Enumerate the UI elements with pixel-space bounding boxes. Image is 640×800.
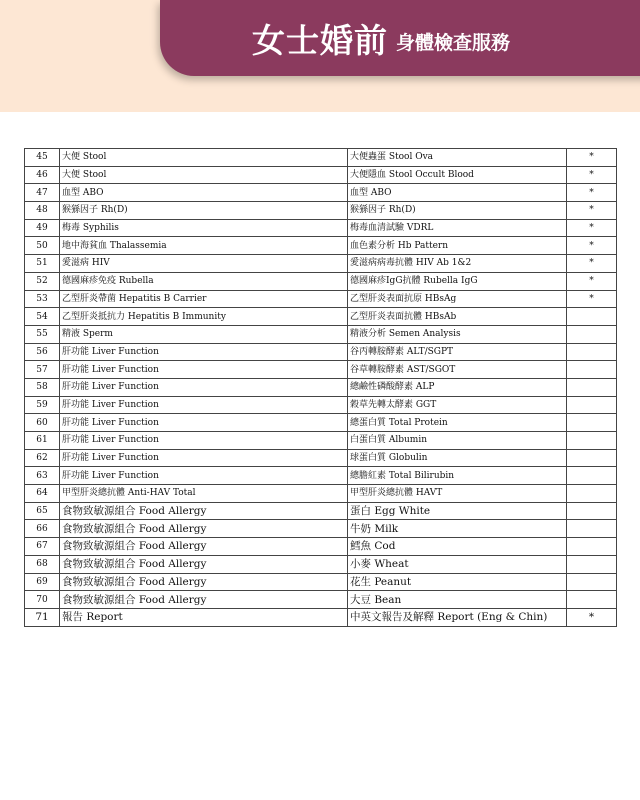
row-test: 血色素分析 Hb Pattern (348, 237, 567, 255)
row-item: 大便 Stool (60, 166, 348, 184)
table-row (25, 343, 617, 361)
row-mark: * (567, 608, 617, 626)
row-number: 56 (25, 343, 60, 361)
row-number: 62 (25, 449, 60, 467)
row-test: 梅毒血清試驗 VDRL (348, 219, 567, 237)
row-number: 52 (25, 272, 60, 290)
table-row (25, 591, 617, 609)
row-item: 大便 Stool (60, 149, 348, 167)
row-item: 地中海貧血 Thalassemia (60, 237, 348, 255)
row-mark: * (567, 290, 617, 308)
row-test: 穀草先轉太酵素 GGT (348, 396, 567, 414)
row-test: 中英文報告及解釋 Report (Eng & Chin) (348, 608, 567, 626)
document-sheet (0, 112, 640, 800)
row-item: 精液 Sperm (60, 325, 348, 343)
row-mark (567, 308, 617, 326)
row-mark (567, 343, 617, 361)
row-number: 63 (25, 467, 60, 485)
row-number: 46 (25, 166, 60, 184)
row-mark: * (567, 272, 617, 290)
table-row (25, 272, 617, 290)
checkup-items-table (24, 148, 617, 627)
row-number: 49 (25, 219, 60, 237)
row-mark (567, 502, 617, 520)
row-mark (567, 449, 617, 467)
row-number: 64 (25, 485, 60, 503)
row-number: 66 (25, 520, 60, 538)
row-test: 德國麻疹IgG抗體 Rubella IgG (348, 272, 567, 290)
row-test: 血型 ABO (348, 184, 567, 202)
row-item: 乙型肝炎帶菌 Hepatitis B Carrier (60, 290, 348, 308)
row-number: 45 (25, 149, 60, 167)
row-test: 大豆 Bean (348, 591, 567, 609)
row-number: 59 (25, 396, 60, 414)
table-row (25, 325, 617, 343)
table-row (25, 396, 617, 414)
row-number: 68 (25, 555, 60, 573)
table-row (25, 555, 617, 573)
row-test: 牛奶 Milk (348, 520, 567, 538)
row-number: 55 (25, 325, 60, 343)
row-mark (567, 520, 617, 538)
row-item: 肝功能 Liver Function (60, 414, 348, 432)
row-mark (567, 555, 617, 573)
row-item: 肝功能 Liver Function (60, 432, 348, 450)
table-row (25, 378, 617, 396)
row-item: 食物致敏源組合 Food Allergy (60, 591, 348, 609)
row-mark (567, 467, 617, 485)
row-test: 白蛋白質 Albumin (348, 432, 567, 450)
row-item: 報告 Report (60, 608, 348, 626)
row-item: 猴猻因子 Rh(D) (60, 202, 348, 220)
row-test: 猴猻因子 Rh(D) (348, 202, 567, 220)
row-number: 54 (25, 308, 60, 326)
table-row (25, 502, 617, 520)
row-mark (567, 432, 617, 450)
row-item: 德國麻疹免疫 Rubella (60, 272, 348, 290)
row-mark: * (567, 255, 617, 273)
row-item: 肝功能 Liver Function (60, 396, 348, 414)
row-number: 57 (25, 361, 60, 379)
row-number: 70 (25, 591, 60, 609)
row-item: 肝功能 Liver Function (60, 449, 348, 467)
row-mark (567, 485, 617, 503)
row-number: 58 (25, 378, 60, 396)
row-test: 大便隱血 Stool Occult Blood (348, 166, 567, 184)
row-test: 乙型肝炎表面抗體 HBsAb (348, 308, 567, 326)
row-number: 48 (25, 202, 60, 220)
row-test: 谷丙轉胺酵素 ALT/SGPT (348, 343, 567, 361)
row-number: 61 (25, 432, 60, 450)
row-test: 蛋白 Egg White (348, 502, 567, 520)
row-item: 梅毒 Syphilis (60, 219, 348, 237)
row-item: 肝功能 Liver Function (60, 343, 348, 361)
table-row (25, 255, 617, 273)
row-mark (567, 591, 617, 609)
row-number: 51 (25, 255, 60, 273)
row-item: 愛滋病 HIV (60, 255, 348, 273)
table-row (25, 237, 617, 255)
row-number: 53 (25, 290, 60, 308)
row-test: 花生 Peanut (348, 573, 567, 591)
row-test: 精液分析 Semen Analysis (348, 325, 567, 343)
row-test: 球蛋白質 Globulin (348, 449, 567, 467)
row-number: 65 (25, 502, 60, 520)
row-number: 47 (25, 184, 60, 202)
row-mark (567, 396, 617, 414)
row-item: 乙型肝炎抵抗力 Hepatitis B Immunity (60, 308, 348, 326)
row-mark: * (567, 184, 617, 202)
table-row (25, 467, 617, 485)
row-number: 60 (25, 414, 60, 432)
row-number: 67 (25, 538, 60, 556)
row-test: 總鹼性磷酸酵素 ALP (348, 378, 567, 396)
page-subtitle: 身體檢查服務 (396, 31, 511, 54)
row-item: 血型 ABO (60, 184, 348, 202)
table-row (25, 485, 617, 503)
row-test: 總膽紅素 Total Bilirubin (348, 467, 567, 485)
table-row (25, 290, 617, 308)
row-number: 71 (25, 608, 60, 626)
row-item: 食物致敏源組合 Food Allergy (60, 573, 348, 591)
row-test: 小麥 Wheat (348, 555, 567, 573)
table-row (25, 166, 617, 184)
row-mark (567, 378, 617, 396)
row-test: 鱈魚 Cod (348, 538, 567, 556)
row-item: 肝功能 Liver Function (60, 361, 348, 379)
row-mark: * (567, 149, 617, 167)
table-row (25, 414, 617, 432)
table-row (25, 432, 617, 450)
table-row (25, 361, 617, 379)
page-title: 女士婚前 (252, 20, 388, 60)
table-row (25, 573, 617, 591)
row-mark: * (567, 237, 617, 255)
row-test: 谷草轉胺酵素 AST/SGOT (348, 361, 567, 379)
row-item: 肝功能 Liver Function (60, 467, 348, 485)
row-test: 甲型肝炎總抗體 HAVT (348, 485, 567, 503)
row-mark (567, 573, 617, 591)
row-item: 肝功能 Liver Function (60, 378, 348, 396)
row-item: 食物致敏源組合 Food Allergy (60, 555, 348, 573)
row-mark: * (567, 166, 617, 184)
row-mark (567, 361, 617, 379)
table-row (25, 308, 617, 326)
row-test: 總蛋白質 Total Protein (348, 414, 567, 432)
row-mark (567, 414, 617, 432)
row-mark (567, 325, 617, 343)
table-row (25, 202, 617, 220)
title-banner (160, 0, 640, 76)
row-number: 69 (25, 573, 60, 591)
table-row (25, 219, 617, 237)
row-test: 愛滋病病毒抗體 HIV Ab 1&2 (348, 255, 567, 273)
table-row (25, 184, 617, 202)
table-row (25, 608, 617, 626)
row-number: 50 (25, 237, 60, 255)
table-row (25, 520, 617, 538)
table-row (25, 149, 617, 167)
row-mark: * (567, 202, 617, 220)
row-item: 甲型肝炎總抗體 Anti-HAV Total (60, 485, 348, 503)
row-test: 大便蟲蛋 Stool Ova (348, 149, 567, 167)
row-mark (567, 538, 617, 556)
table-row (25, 449, 617, 467)
row-test: 乙型肝炎表面抗原 HBsAg (348, 290, 567, 308)
row-mark: * (567, 219, 617, 237)
table-row (25, 538, 617, 556)
row-item: 食物致敏源組合 Food Allergy (60, 538, 348, 556)
row-item: 食物致敏源組合 Food Allergy (60, 520, 348, 538)
row-item: 食物致敏源組合 Food Allergy (60, 502, 348, 520)
